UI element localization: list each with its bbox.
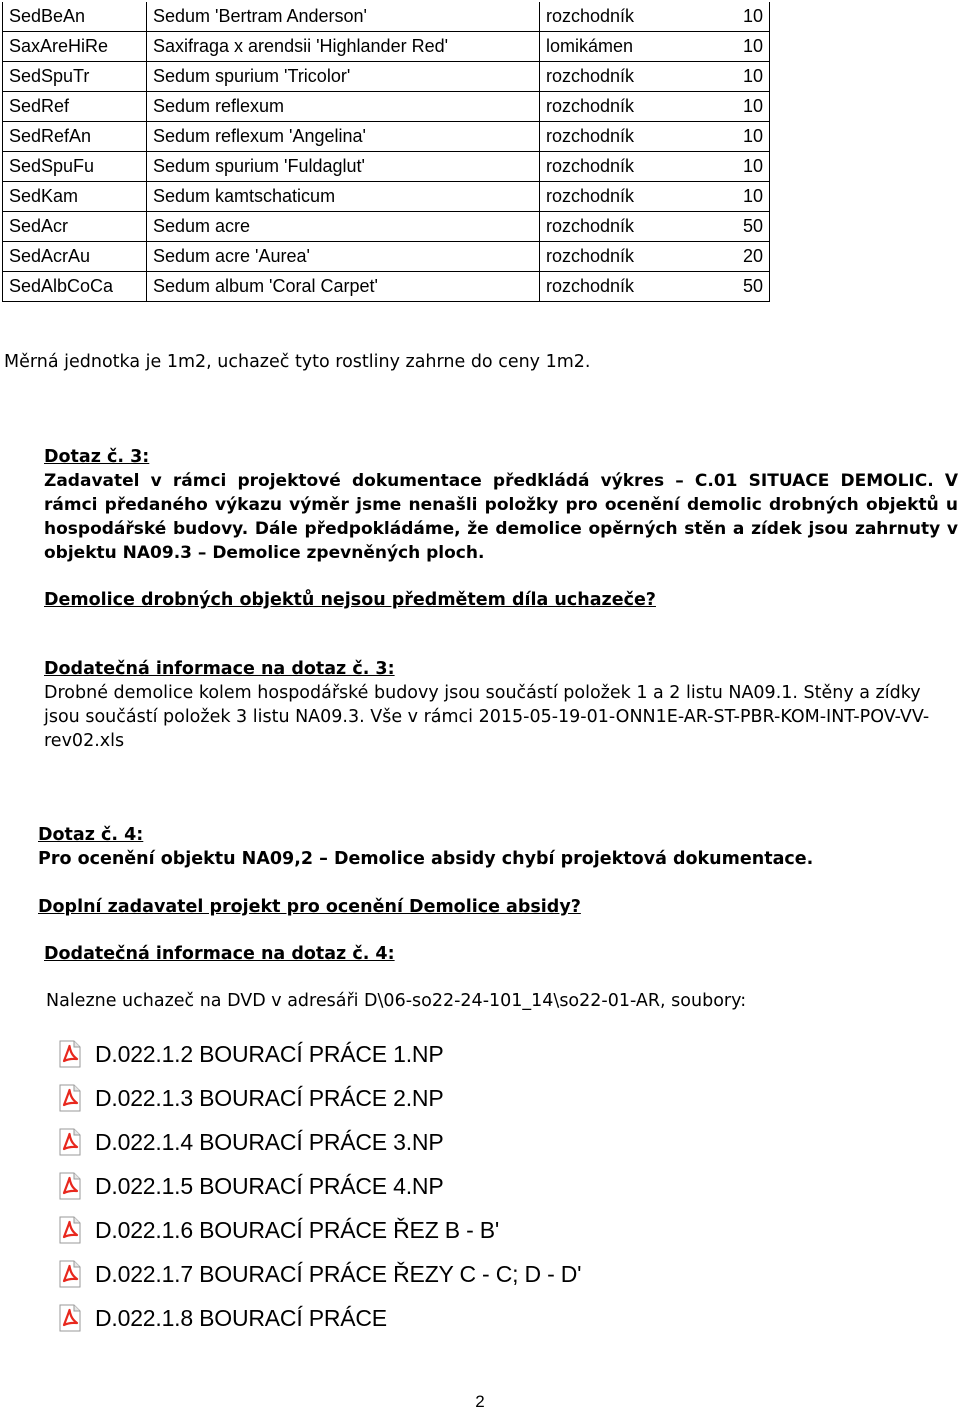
plant-code-cell: SedSpuFu <box>3 152 147 182</box>
plant-name-cell: Sedum reflexum <box>147 92 540 122</box>
pdf-icon <box>55 1171 85 1201</box>
table-row <box>3 92 770 122</box>
file-list-item[interactable] <box>55 1076 615 1120</box>
plant-category-cell: rozchodník <box>540 212 706 242</box>
file-name: D.022.1.7 BOURACÍ PRÁCE ŘEZY C - C; D - D' <box>95 1260 582 1287</box>
plant-code-cell: SedKam <box>3 182 147 212</box>
plant-name-cell: Sedum 'Bertram Anderson' <box>147 2 540 32</box>
plant-name-cell: Sedum album 'Coral Carpet' <box>147 272 540 302</box>
question-4-question: Doplní zadavatel projekt pro ocenění Demolice absidy? <box>38 897 581 917</box>
answer-3-heading: Dodatečná informace na dotaz č. 3: <box>44 659 395 679</box>
question-3-body: Zadavatel v rámci projektové dokumentace předkládá výkres – C.01 SITUACE DEMOLIC. V rámci předaného výkazu výměr jsme nenašli položky pro ocenění demolic drobných objektů u hospodářské budovy. Dále předpokládáme, že demolice opěrných stěn a zídek jsou zahrnuty v objektu NA09.3 – Demolice zpevněných ploch. <box>44 471 958 563</box>
plant-quantity-cell: 10 <box>705 182 770 212</box>
pdf-icon <box>55 1215 85 1245</box>
plant-code-cell: SedAcr <box>3 212 147 242</box>
answer-3-body: Drobné demolice kolem hospodářské budovy jsou součástí položek 1 a 2 listu NA09.1. Stěny a zídky jsou součástí položek 3 listu NA09.3. Vše v rámci 2015-05-19-01-ONN1E-AR-ST-PBR-KOM-INT-POV-VV-rev02.xls <box>44 683 930 751</box>
plant-name-cell: Sedum spurium 'Tricolor' <box>147 62 540 92</box>
file-name: D.022.1.4 BOURACÍ PRÁCE 3.NP <box>95 1128 444 1155</box>
plant-code-cell: SedRefAn <box>3 122 147 152</box>
plant-quantity-cell: 10 <box>705 122 770 152</box>
file-name: D.022.1.6 BOURACÍ PRÁCE ŘEZ B - B' <box>95 1216 500 1243</box>
plant-quantity-cell: 50 <box>705 212 770 242</box>
table-row <box>3 212 770 242</box>
question-3-heading: Dotaz č. 3: <box>44 447 150 467</box>
plant-name-cell: Sedum acre <box>147 212 540 242</box>
question-4-body: Pro ocenění objektu NA09,2 – Demolice absidy chybí projektová dokumentace. <box>38 849 814 869</box>
answer-4-heading: Dodatečná informace na dotaz č. 4: <box>44 944 395 964</box>
pdf-icon <box>55 1259 85 1289</box>
plant-code-cell: SedSpuTr <box>3 62 147 92</box>
plant-code-cell: SaxAreHiRe <box>3 32 147 62</box>
plant-name-cell: Sedum kamtschaticum <box>147 182 540 212</box>
question-4-heading: Dotaz č. 4: <box>38 825 144 845</box>
plant-category-cell: rozchodník <box>540 242 706 272</box>
table-row <box>3 182 770 212</box>
answer-4-body: Nalezne uchazeč na DVD v adresáři D\06-so22-24-101_14\so22-01-AR, soubory: <box>46 991 747 1011</box>
plant-code-cell: SedRef <box>3 92 147 122</box>
table-row <box>3 122 770 152</box>
plant-name-cell: Saxifraga x arendsii 'Highlander Red' <box>147 32 540 62</box>
pdf-icon <box>55 1127 85 1157</box>
plant-category-cell: rozchodník <box>540 182 706 212</box>
measure-note: Měrná jednotka je 1m2, uchazeč tyto rostliny zahrne do ceny 1m2. <box>4 352 591 372</box>
pdf-icon <box>55 1083 85 1113</box>
file-name: D.022.1.5 BOURACÍ PRÁCE 4.NP <box>95 1172 444 1199</box>
plant-name-cell: Sedum spurium 'Fuldaglut' <box>147 152 540 182</box>
plant-table <box>2 2 770 302</box>
plant-quantity-cell: 50 <box>705 272 770 302</box>
plant-quantity-cell: 20 <box>705 242 770 272</box>
table-row <box>3 152 770 182</box>
plant-quantity-cell: 10 <box>705 152 770 182</box>
plant-category-cell: rozchodník <box>540 152 706 182</box>
plant-code-cell: SedBeAn <box>3 2 147 32</box>
file-list-item[interactable] <box>55 1120 615 1164</box>
file-list-item[interactable] <box>55 1208 615 1252</box>
pdf-icon <box>55 1303 85 1333</box>
file-name: D.022.1.3 BOURACÍ PRÁCE 2.NP <box>95 1084 444 1111</box>
table-row <box>3 62 770 92</box>
file-list-item[interactable] <box>55 1252 615 1296</box>
plant-name-cell: Sedum acre 'Aurea' <box>147 242 540 272</box>
plant-quantity-cell: 10 <box>705 32 770 62</box>
plant-quantity-cell: 10 <box>705 92 770 122</box>
question-3-question: Demolice drobných objektů nejsou předmětem díla uchazeče? <box>44 590 656 610</box>
plant-quantity-cell: 10 <box>705 2 770 32</box>
file-list <box>55 1032 615 1331</box>
table-row <box>3 32 770 62</box>
page-number: 2 <box>475 1392 485 1411</box>
plant-category-cell: rozchodník <box>540 92 706 122</box>
plant-name-cell: Sedum reflexum 'Angelina' <box>147 122 540 152</box>
table-row <box>3 242 770 272</box>
plant-category-cell: rozchodník <box>540 272 706 302</box>
plant-quantity-cell: 10 <box>705 62 770 92</box>
file-list-item[interactable] <box>55 1032 615 1076</box>
plant-code-cell: SedAcrAu <box>3 242 147 272</box>
table-row <box>3 272 770 302</box>
table-row <box>3 2 770 32</box>
file-list-item[interactable] <box>55 1296 615 1340</box>
pdf-icon <box>55 1039 85 1069</box>
plant-code-cell: SedAlbCoCa <box>3 272 147 302</box>
plant-category-cell: rozchodník <box>540 2 706 32</box>
plant-category-cell: rozchodník <box>540 62 706 92</box>
file-list-item[interactable] <box>55 1164 615 1208</box>
file-name: D.022.1.8 BOURACÍ PRÁCE <box>95 1304 387 1331</box>
plant-category-cell: rozchodník <box>540 122 706 152</box>
plant-category-cell: lomikámen <box>540 32 706 62</box>
plant-table-body <box>3 2 770 302</box>
file-name: D.022.1.2 BOURACÍ PRÁCE 1.NP <box>95 1040 444 1067</box>
